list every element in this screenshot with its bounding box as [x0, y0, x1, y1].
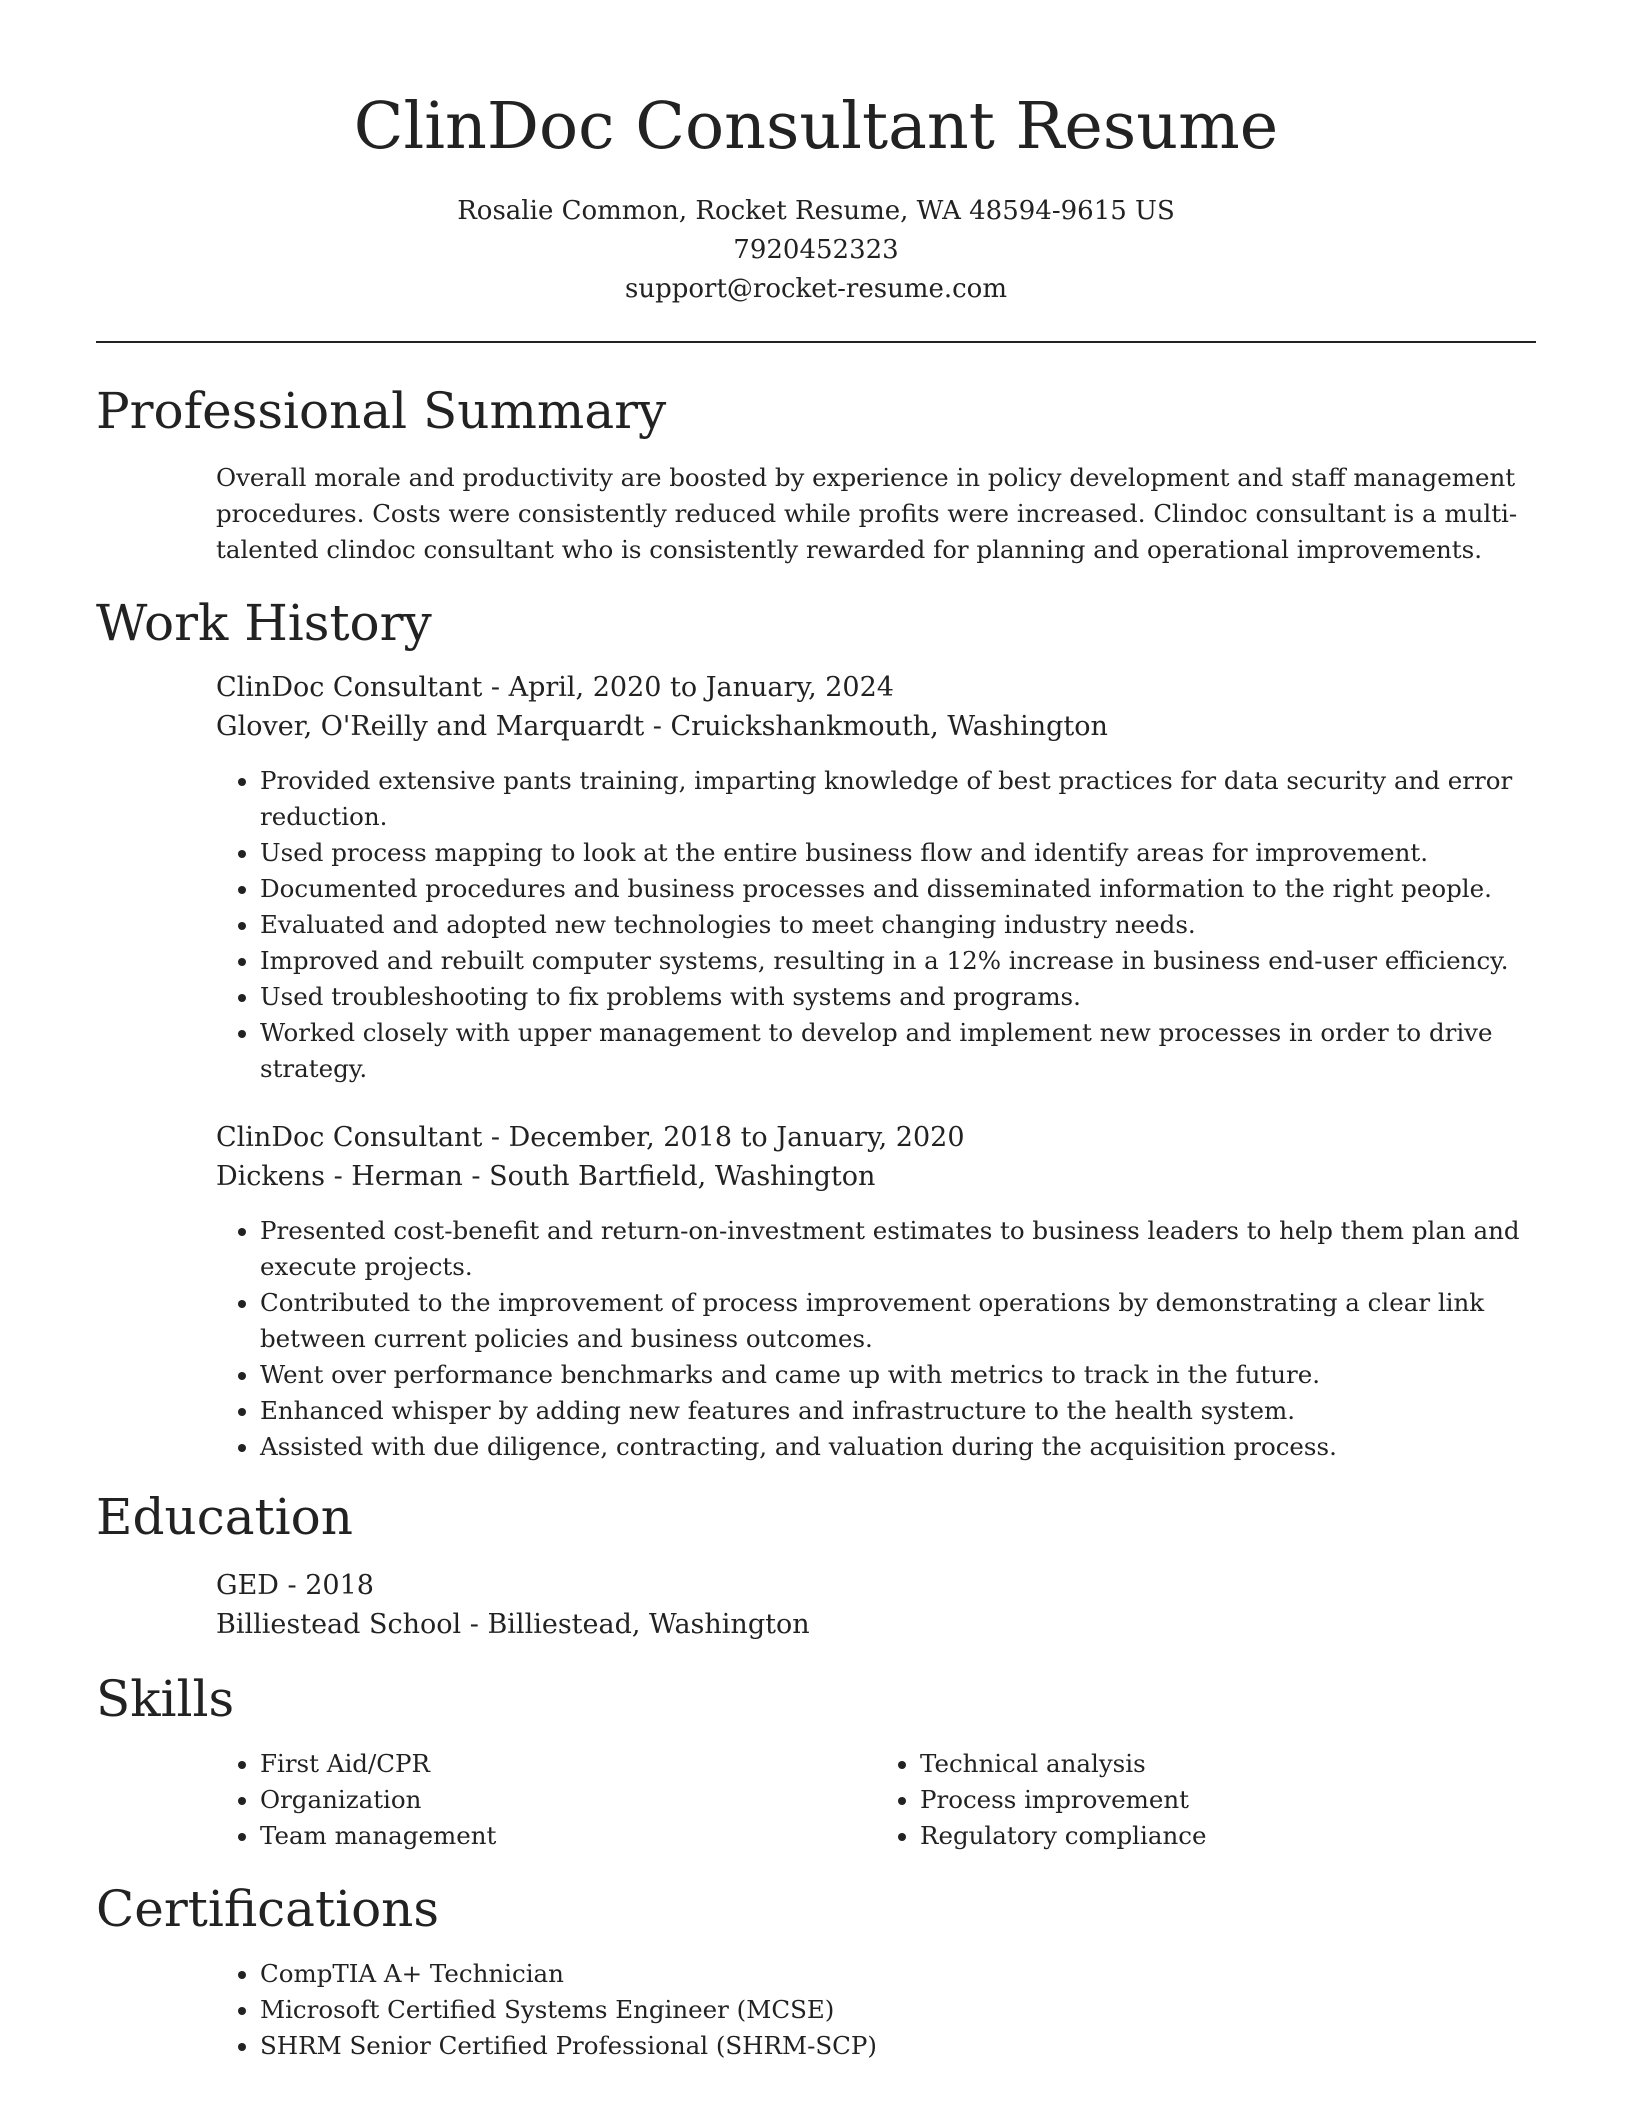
contact-block: [96, 192, 1536, 309]
job-bullet: • Documented procedures and business processes and disseminated information to the right people.: [260, 871, 1536, 907]
job-bullet: • Enhanced whisper by adding new features and infrastructure to the health system.: [260, 1393, 1536, 1429]
skill-item: • Organization: [260, 1782, 876, 1818]
education-location: - Billiestead, Washington: [461, 1609, 810, 1640]
job-bullet: • Used troubleshooting to fix problems with systems and programs.: [260, 979, 1536, 1015]
certification-item: • CompTIA A+ Technician: [260, 1956, 1536, 1992]
job-bullets: [216, 763, 1536, 1087]
job-location: - Cruickshankmouth, Washington: [644, 711, 1108, 742]
job-company-line: [216, 707, 1536, 746]
job-bullet: • Went over performance benchmarks and came up with metrics to track in the future.: [260, 1357, 1536, 1393]
job-title-line: [216, 1118, 1536, 1157]
job-dates: - December, 2018 to January, 2020: [482, 1122, 965, 1153]
job-location: - South Bartfield, Washington: [462, 1161, 876, 1192]
certifications-section: [216, 1956, 1536, 2064]
certifications-list: [216, 1956, 1536, 2064]
job-title: ClinDoc Consultant: [216, 672, 483, 703]
summary-text: Overall morale and productivity are boosted by experience in policy development and staff management procedures. Costs were consistently reduced while profits were increased. Clindoc consultant is a multi-talented clindoc consultant who is consistently rewarded for planning and operational improvements.: [216, 463, 1518, 564]
job-title: ClinDoc Consultant: [216, 1122, 483, 1153]
header-divider: [96, 341, 1536, 343]
job-entry: [216, 668, 1536, 1087]
skill-item: • Process improvement: [920, 1782, 1536, 1818]
skill-item: • First Aid/CPR: [260, 1746, 876, 1782]
work-history-heading: Work History: [96, 594, 432, 652]
contact-phone: 7920452323: [733, 235, 899, 265]
job-bullet: • Assisted with due diligence, contracting, and valuation during the acquisition process.: [260, 1429, 1536, 1465]
education-entry: [216, 1566, 1536, 1644]
summary-heading: Professional Summary: [96, 382, 667, 440]
job-company-line: [216, 1157, 1536, 1196]
skills-section: [216, 1746, 1536, 1854]
job-dates: - April, 2020 to January, 2024: [482, 672, 894, 703]
job-bullet: • Contributed to the improvement of process improvement operations by demonstrating a clear link between current policies and business outcomes.: [260, 1285, 1536, 1357]
job-title-line: [216, 668, 1536, 707]
job-bullet: • Improved and rebuilt computer systems, resulting in a 12% increase in business end-user efficiency.: [260, 943, 1536, 979]
resume-title: ClinDoc Consultant Resume: [353, 89, 1279, 164]
certification-item: • Microsoft Certified Systems Engineer (MCSE): [260, 1992, 1536, 2028]
job-bullet: • Evaluated and adopted new technologies to meet changing industry needs.: [260, 907, 1536, 943]
skills-list-right: [876, 1746, 1536, 1854]
skills-columns: [216, 1746, 1536, 1854]
education-school: Billiestead School: [216, 1609, 462, 1640]
contact-address: Rosalie Common, Rocket Resume, WA 48594-9615 US: [457, 196, 1175, 226]
skills-list-left: [216, 1746, 876, 1854]
certification-item: • SHRM Senior Certified Professional (SHRM-SCP): [260, 2028, 1536, 2064]
skills-heading: Skills: [96, 1670, 235, 1728]
education-school-line: [216, 1605, 1536, 1644]
contact-email: support@rocket-resume.com: [624, 274, 1007, 304]
job-company: Dickens - Herman: [216, 1161, 463, 1192]
skill-item: • Team management: [260, 1818, 876, 1854]
job-company: Glover, O'Reilly and Marquardt: [216, 711, 645, 742]
skill-item: • Regulatory compliance: [920, 1818, 1536, 1854]
skill-item: • Technical analysis: [920, 1746, 1536, 1782]
certifications-heading: Certifications: [96, 1880, 440, 1938]
job-bullet: • Worked closely with upper management to develop and implement new processes in order to drive strategy.: [260, 1015, 1536, 1087]
job-bullets: [216, 1213, 1536, 1465]
job-entry: [216, 1118, 1536, 1465]
summary-section: [216, 460, 1536, 568]
education-degree: GED - 2018: [216, 1570, 374, 1601]
job-bullet: • Used process mapping to look at the entire business flow and identify areas for improvement.: [260, 835, 1536, 871]
education-heading: Education: [96, 1488, 353, 1546]
job-bullet: • Presented cost-benefit and return-on-investment estimates to business leaders to help them plan and execute projects.: [260, 1213, 1536, 1285]
job-bullet: • Provided extensive pants training, imparting knowledge of best practices for data security and error reduction.: [260, 763, 1536, 835]
